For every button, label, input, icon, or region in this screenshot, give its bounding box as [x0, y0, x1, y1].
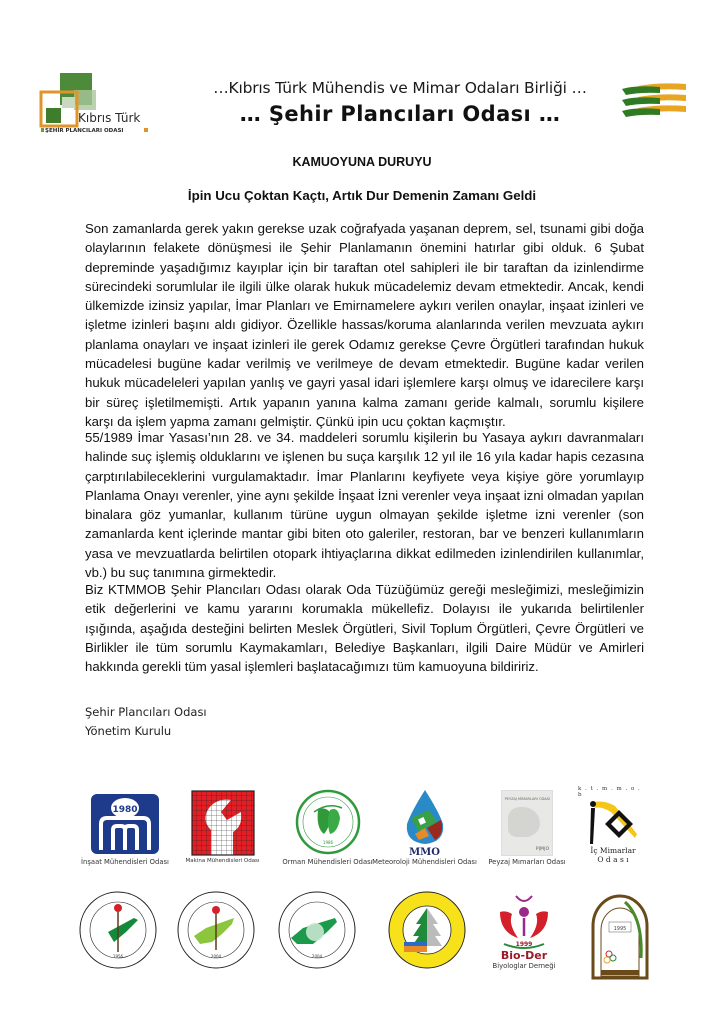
- paragraph-2: 55/1989 İmar Yasası’nın 28. ve 34. maddeleri sorumlu kişilerin bu Yasaya aykırı davranmaları halinde suç işlemiş olduklarını ve işlenen bu suça karşılık 12 yıl ile 16 yıla kadar hapis cezasına çarptırılabileceklerini vurgulamaktadır. İmar Planlarını keyfiyete veya kişiye göre yorumlayıp Planlama Onayı verenler, yine aynı şekilde İnşaat İzni verenler veya inşaat izni olmadan yapılan binalara göz yumanlar, kullanım türüne uygun olmayan şekilde işletme izni verenler (son zamanlarda kent içlerinde mantar gibi biten oto galeriler, restoran, bar ve benzeri kullanımların yasa ve mevzuatlarda belirtilen otopark ihtiyaçlarına dikkat edilmeden izinlendirilen kullanımlar, vb.) bu suç tanımına girmektedir.: [85, 430, 644, 581]
- document-title: KAMUOYUNA DURUYU: [292, 155, 432, 169]
- signature-board: Yönetim Kurulu: [85, 724, 172, 738]
- peyzaj-mimarlari-odasi-logo: [482, 790, 572, 866]
- svg-text:Kıbrıs Türk: Kıbrıs Türk: [78, 111, 141, 125]
- ktmmob-logo: [620, 80, 690, 122]
- header-chamber-name: … Şehir Plancıları Odası …: [239, 102, 561, 126]
- signature-organization: Şehir Plancıları Odası: [85, 705, 207, 719]
- dental-chamber-emblem-icon: [277, 890, 357, 970]
- logo-caption: Meteoroloji Mühendisleri Odası: [372, 858, 477, 866]
- svg-text:1995: 1995: [613, 926, 627, 932]
- svg-text:1980: 1980: [112, 805, 138, 815]
- insaat-muhendisleri-emblem-icon: [89, 792, 161, 856]
- logo-caption: Orman Mühendisleri Odası: [282, 858, 373, 866]
- logo-caption: İnşaat Mühendisleri Odası: [81, 858, 169, 866]
- map-shape-icon: [508, 807, 540, 837]
- document-subtitle: İpin Ucu Çoktan Kaçtı, Artık Dur Demenin Zamanı Geldi: [187, 188, 537, 203]
- lefke-cevre-ve-tanitma-dernegi-logo: [585, 888, 655, 980]
- orman-muhendisleri-odasi-logo: [280, 788, 375, 866]
- logo-caption: Makina Mühendisleri Odası: [185, 858, 260, 864]
- lefke-arch-emblem-icon: [585, 888, 655, 980]
- makina-muhendisleri-odasi-logo: [180, 790, 265, 864]
- orman-leaf-emblem-icon: [294, 788, 362, 856]
- kibris-turk-tabipleri-birligi-logo: [78, 890, 158, 970]
- kibris-turk-tabipleri-odasi-logo: [176, 890, 256, 970]
- logo-caption: Peyzaj Mımarları Odası: [488, 858, 566, 866]
- medical-chamber-emblem-icon: [176, 890, 256, 970]
- svg-text:ŞEHİR PLANCILARI ODASI: ŞEHİR PLANCILARI ODASI: [45, 128, 124, 134]
- svg-text:2004: 2004: [210, 954, 222, 959]
- paragraph-3: Biz KTMMOB Şehir Plancıları Odası olarak Oda Tüzüğümüz gereği mesleğimizi, mesleğimizin etik değerlerini ve kamu yararını korumakla mükellefiz. Dolayısı ile yukarıda belirtilenler ışığında, aşağıda desteğini belirten Meslek Örgütleri, Sivil Toplum Örgütleri, Çevre Örgütleri ve Birlikler ile tüm sorumlu Kaymakamları, Belediye Başkanları, ilgili Daire Müdür ve Amirleri hakkında gerekli tüm yasal işlemleri başlatacağımızı tüm kamuoyuna bildiririz.: [85, 582, 644, 675]
- header-union-name: …Kıbrıs Türk Mühendis ve Mimar Odaları Birliği …: [213, 79, 587, 97]
- insaat-muhendisleri-odasi-logo: [80, 792, 170, 866]
- sehir-plancilari-emblem-icon: [38, 70, 158, 140]
- mmo-abbr: MMO: [409, 847, 440, 858]
- svg-text:2004: 2004: [311, 954, 323, 959]
- svg-text:1956: 1956: [112, 954, 124, 959]
- peyzaj-emblem: PEYZAJ MİMARLARI ODASI P|M|O: [501, 790, 553, 856]
- meteoroloji-muhendisleri-odasi-logo: [372, 788, 477, 866]
- ic-mimarlar-odasi-logo: k . t . m . m . o . b İç Mimarlar O d a s ı: [578, 786, 641, 864]
- kibris-turk-dis-tabipleri-odasi-logo: [277, 890, 357, 970]
- logo-caption: Biyologlar Derneği: [492, 962, 556, 970]
- bio-der-logo: 1999 Bio-Der Biyologlar Derneği: [488, 892, 560, 970]
- ktmmob-sehir-plancilari-odasi-logo: [38, 70, 158, 140]
- bio-der-flower-icon: [494, 892, 554, 950]
- water-drop-emblem-icon: [401, 788, 449, 848]
- paragraph-1: Son zamanlarda gerek yakın gerekse uzak coğrafyada yaşanan deprem, sel, tsunami gibi doğa olaylarının felakete dönüşmesi ile Şehir Planlamanın önemini hatırlar gibi olduk. 6 Şubat depreminde yaşadığımız kayıplar için bir taraftan otel sahipleri ile bir taraftan da izinlendirme sürecindeki sorumlular ile ilgili ülke olarak hukuk mücadelemiz devam etmektedir. Ancak, kendi ülkemizde izinsiz yapılar, İmar Planları ve Emirnamelere aykırı verilen onaylar, inşaat izinleri ve işletme izinleri başını aldı gidiyor. Özellikle hassas/koruma alanlarında verilen mevzuata aykırı planlama onayları ve inşaat izinleri ile gerek Odamız gerekse Çevre Örgütleri tarafından hukuk mücadelesi bugüne kadar verilmiş ve verilmeye de devam etmektedir. Bugüne kadar verilen hukuk mücadeleleri yapılan yanlış ve gayri yasal idari işlemlere karşı olmuş ve idarecilere karşı bir süreç işletilmemişti. Artık yapanın yanına kalma zamanı geride kalmalı, sorumlu kişilere karşı da işlem yapma zamanı gelmiştir. Çünkü ipin ucu çoktan kaçmıştır.: [85, 221, 644, 429]
- medical-association-emblem-icon: [78, 890, 158, 970]
- svg-text:1999: 1999: [515, 941, 533, 948]
- wrench-grid-icon: [191, 790, 255, 856]
- svg-text:1986: 1986: [322, 840, 333, 845]
- yesil-baris-hareketi-logo: [386, 890, 468, 970]
- ktmmob-stripes-icon: [620, 80, 690, 122]
- ic-mimarlar-compass-icon: [585, 798, 641, 846]
- green-action-group-emblem-icon: [386, 890, 468, 970]
